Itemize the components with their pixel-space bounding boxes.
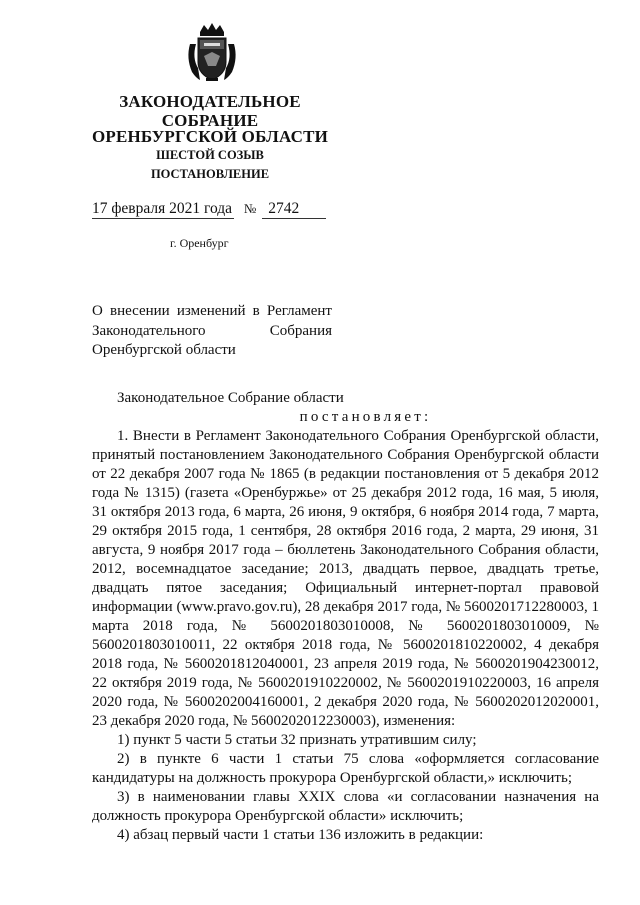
subitem-2: 2) в пункте 6 части 1 статьи 75 слова «оформляется согласование кандидатуры на должность прокурора Оренбургской области,» исключить; — [92, 751, 599, 786]
document-subject: О внесении изменений в Регламент Законодательного Собрания Оренбургской области — [92, 303, 332, 358]
org-name-line-2: СОБРАНИЕ — [161, 111, 259, 130]
convocation-label: ШЕСТОЙ СОЗЫВ — [156, 148, 264, 162]
subitem-1: 1) пункт 5 части 5 статьи 32 признать утратившим силу; — [117, 732, 477, 748]
decree-word: постановляет: — [299, 409, 432, 425]
orenburg-coat-of-arms-icon — [186, 22, 238, 84]
number-label: № — [243, 201, 257, 216]
document-type: ПОСТАНОВЛЕНИЕ — [150, 167, 270, 181]
date-number-line — [92, 200, 326, 219]
subitem-4: 4) абзац первый части 1 статьи 136 изложить в редакции: — [117, 827, 484, 843]
item-1: 1. Внести в Регламент Законодательного Собрания Оренбургской области, принятый постановлением Законодательного Собрания Оренбургской области от 22 декабря 2007 года № 1865 (в редакции постановления от 5 декабря 2012 года № 1315) (газета «Оренбуржье» от 25 декабря 2012 года, 16 мая, 5 июля, 31 октября 2013 года, 6 марта, 26 июня, 9 октября, 6 ноября 2014 года, 7 марта, 29 октября 2015 года, 1 сентября, 28 октября 2016 года, 2 марта, 29 июня, 31 августа, 9 ноября 2017 года – бюллетень Законодательного Собрания области, 2012, восемнадцатое заседание; 2013, двадцать первое, двадцать третье, двадцать пятое заседания; Официальный интернет-портал правовой информации (www.pravo.gov.ru), 28 декабря 2017 года, № 5600201712280003, 1 марта 2018 года, № 5600201803010008, № 5600201803010009, № 5600201803010011, 22 октября 2018 года, № 5600201810220002, 4 декабря 2018 года, № 5600201812040001, 23 апреля 2019 года, № 5600201904230012, 22 октября 2019 года, № 5600201910220002, № 5600201910220003, 16 апреля 2020 года, № 5600202004160001, 2 декабря 2020 года, № 5600202012020001, 23 декабря 2020 года, № 5600202012230003), изменения: — [92, 428, 599, 729]
org-name-line-1: ЗАКОНОДАТЕЛЬНОЕ — [119, 92, 301, 111]
document-body — [92, 389, 599, 845]
subitem-3: 3) в наименовании главы XXIX слова «и согласовании назначения на должность прокурора Оренбургской области» исключить; — [92, 789, 599, 824]
intro-line: Законодательное Собрание области — [117, 390, 344, 406]
document-date: 17 февраля 2021 года — [92, 200, 233, 217]
city-label: г. Оренбург — [170, 236, 229, 250]
document-number: 2742 — [262, 200, 326, 219]
org-name-line-3: ОРЕНБУРГСКОЙ ОБЛАСТИ — [91, 127, 329, 146]
